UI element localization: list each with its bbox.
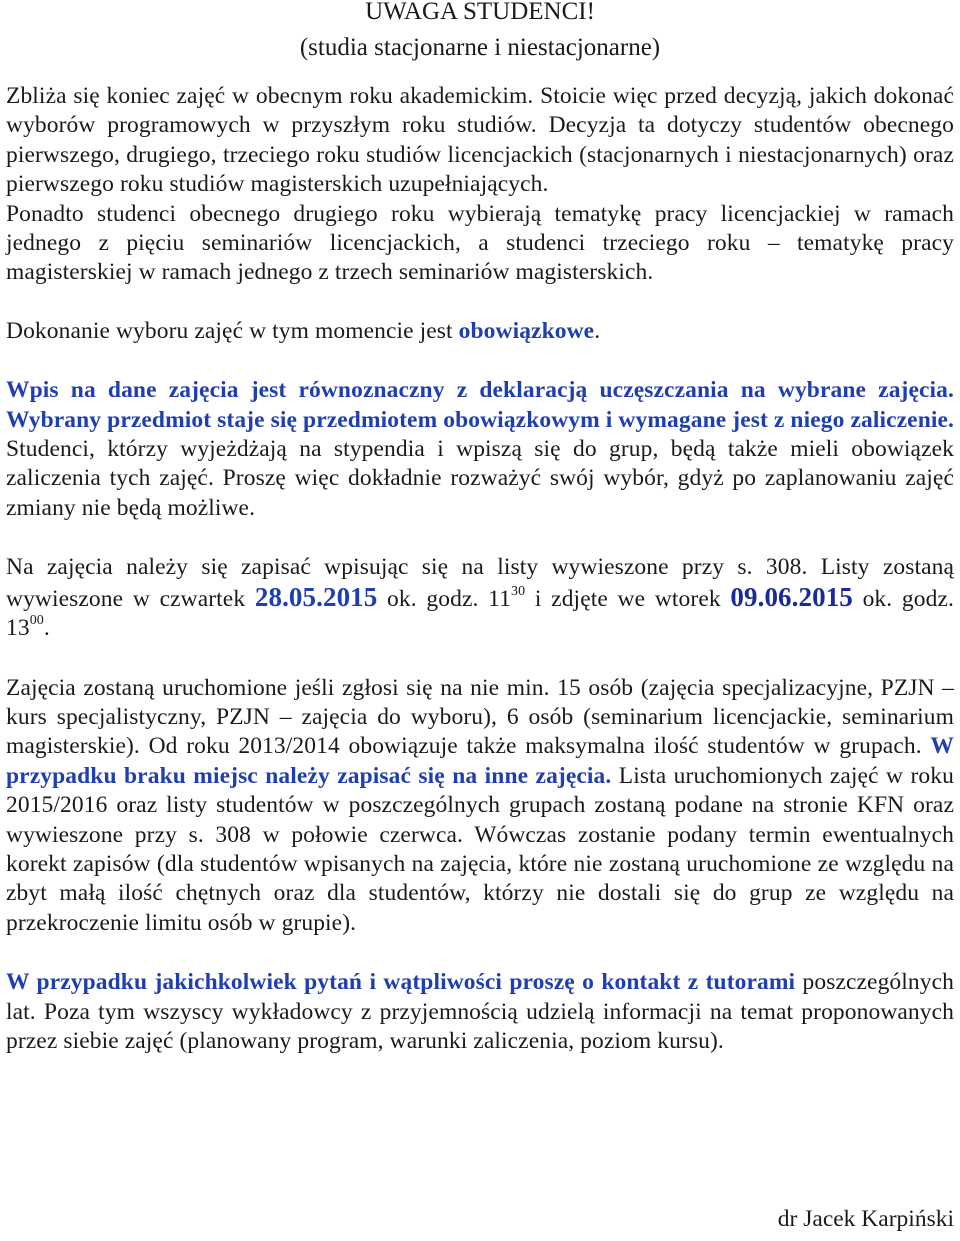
paragraph-seminars: Ponadto studenci obecnego drugiego roku wybierają tematykę pracy licencjackiej w ramach jednego z pięciu seminariów licencjackich, a studenci trzeciego roku – tematykę pracy magisterskiej w ramach jednego z trzech seminariów magisterskich. (6, 200, 954, 286)
dates-text-1: Na zajęcia należy się zapisać wpisując się na listy wywieszone przy s. 308. Listy zostaną wywieszone w czwartek (6, 554, 954, 612)
date-posted: 28.05.2015 (254, 581, 378, 612)
rule-emphasis-1: Wpis na dane zajęcia jest równoznaczny z deklaracją uczęszczania na wybrane zajęcia. (6, 377, 954, 404)
limits-text-1: Zajęcia zostaną uruchomione jeśli zgłosi się na nie min. 15 osób (zajęcia specjalizacyjne, PZJN – kurs specjalistyczny, PZJN – zajęcia do wyboru), 6 osób (seminarium licencjackie, seminarium magisterskie). Od roku 2013/2014 obowiązuje także maksymalna ilość studentów w grupach. (6, 674, 954, 760)
time-posted-minutes: 30 (510, 583, 526, 599)
dates-text-5: . (43, 615, 50, 642)
signature: dr Jacek Karpiński (777, 1206, 954, 1232)
page-title: UWAGA STUDENCI! (365, 0, 595, 25)
time-removed-minutes: 00 (29, 613, 44, 629)
date-removed: 09.06.2015 (730, 581, 853, 612)
obligation-emphasis: obowiązkowe (458, 317, 595, 344)
contact-emphasis: W przypadku jakichkolwiek pytań i wątpliwości proszę o kontakt z tutorami (6, 969, 796, 996)
obligation-period: . (594, 317, 601, 344)
paragraph-registration-rules (6, 376, 954, 523)
contact-text: poszczególnych lat. Poza tym wszyscy wykładowcy z przyjemnością udzielą informacji na temat proponowanych przez siebie zajęć (planowany program, warunki zaliczenia, poziom kursu). (6, 969, 954, 1054)
header (6, 0, 954, 66)
rule-text: Studenci, którzy wyjeżdżają na stypendia i wpiszą się do grup, będą także mieli obowiązek zaliczenia tych zajęć. Proszę więc dokładnie rozważyć swój wybór, gdyż po zaplanowaniu zajęć zmiany nie będą możliwe. (6, 436, 954, 521)
limits-text-2: Lista uruchomionych zajęć w roku 2015/2016 oraz listy studentów w poszczególnych grupach zostaną podane na stronie KFN oraz wywieszone przy s. 308 w połowie czerwca. Wówczas zostanie podany termin ewentualnych korekt zapisów (dla studentów wpisanych na zajęcia, które nie zostaną uruchomione ze względu na zbyt małą ilość chętnych oraz dla studentów, którzy nie dostali się do grup ze względu na przekroczenie limitu osób w grupie). (6, 762, 954, 936)
dates-text-3: i zdjęte we wtorek (525, 585, 731, 612)
paragraph-obligation (6, 317, 954, 346)
dates-text-4: ok. godz. 13 (6, 585, 954, 642)
paragraph-dates (6, 553, 954, 643)
dates-text-2: ok. godz. 11 (377, 585, 511, 612)
paragraph-contact (6, 968, 954, 1056)
rule-emphasis-2: Wybrany przedmiot staje się przedmiotem obowiązkowym i wymagane jest z niego zaliczenie. (6, 406, 954, 433)
obligation-text: Dokonanie wyboru zajęć w tym momencie jest (6, 317, 459, 344)
limits-emphasis: W przypadku braku miejsc należy zapisać się na inne zajęcia. (6, 733, 954, 789)
paragraph-intro: Zbliża się koniec zajęć w obecnym roku akademickim. Stoicie więc przed decyzją, jakich dokonać wyborów programowych w przyszłym roku studiów. Decyzja ta dotyczy studentów obecnego pierwszego, drugiego, trzeciego roku studiów licencjackich (stacjonarnych i niestacjonarnych) oraz pierwszego roku studiów magisterskich uzupełniających. (6, 83, 954, 198)
page-subtitle: (studia stacjonarne i niestacjonarne) (299, 34, 661, 61)
paragraph-group-limits (6, 674, 954, 939)
